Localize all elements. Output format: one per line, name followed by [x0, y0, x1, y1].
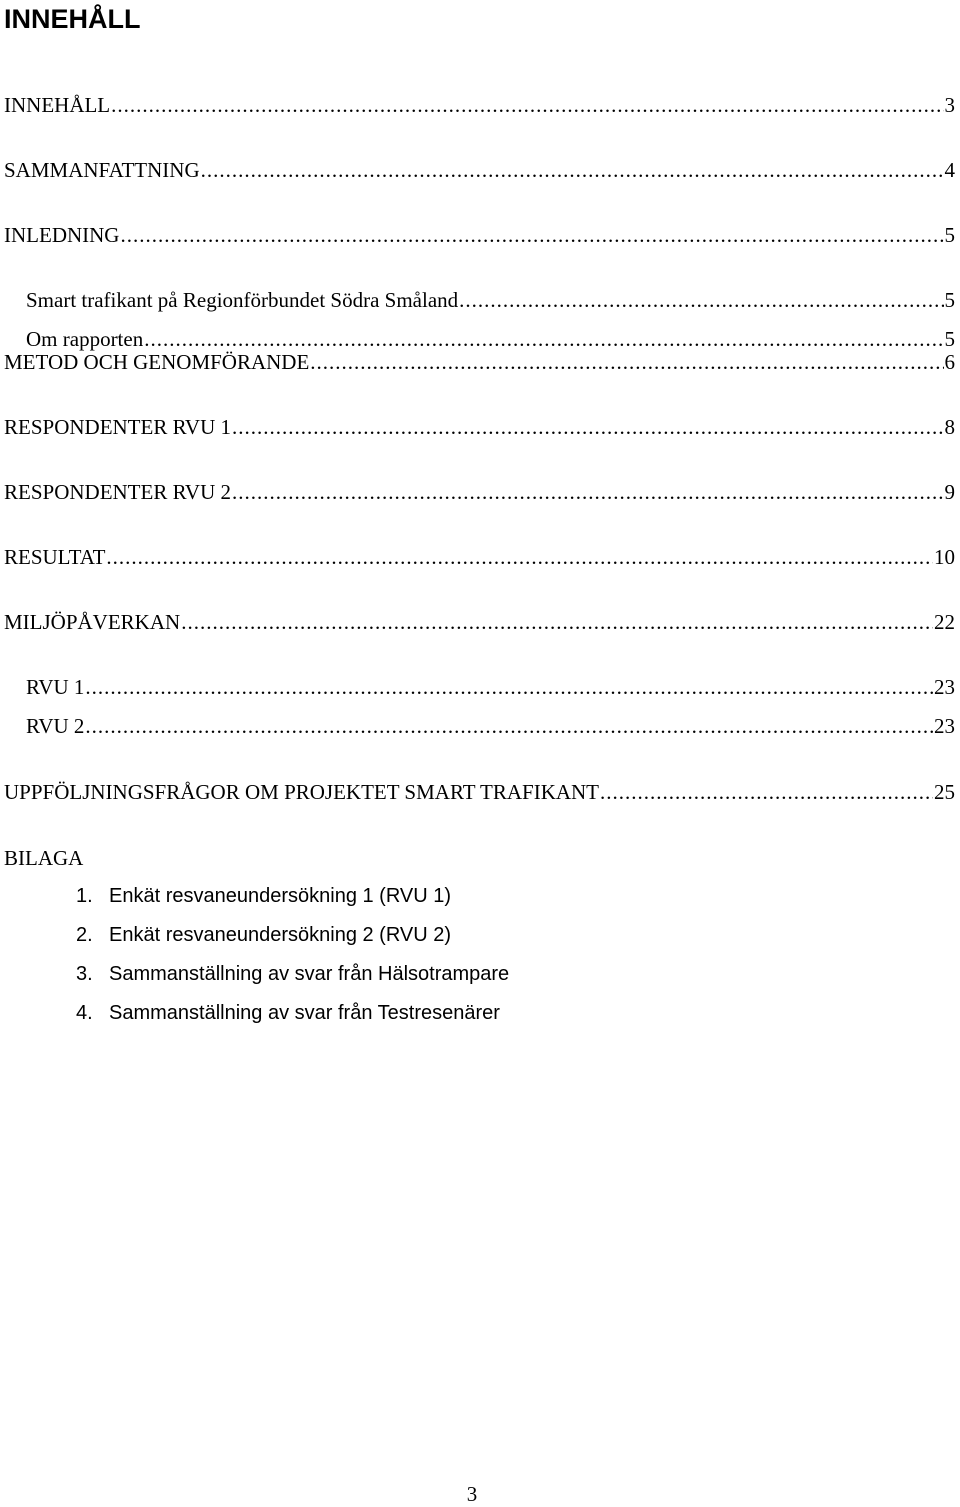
bilaga-item-number: 4. — [76, 1002, 93, 1024]
dot-leader — [120, 222, 943, 248]
toc-entry-sammanfattning[interactable] — [4, 157, 955, 183]
toc-entry-miljopaverkan[interactable] — [4, 609, 955, 635]
bilaga-item[interactable] — [76, 883, 451, 909]
toc-entry-title: METOD OCH GENOMFÖRANDE — [4, 350, 310, 374]
toc-entry-title: RVU 1 — [26, 675, 85, 699]
bilaga-item-text: Sammanställning av svar från Testresenärer — [109, 1002, 500, 1024]
toc-entry-page: 25 — [934, 780, 955, 804]
page-number: 3 — [466, 1482, 478, 1506]
toc-entry-page: 23 — [934, 675, 955, 699]
dot-leader — [600, 779, 933, 805]
toc-entry-title: INNEHÅLL — [4, 93, 111, 117]
toc-entry-title: RESULTAT — [4, 545, 106, 569]
bilaga-item[interactable] — [76, 961, 509, 987]
bilaga-item-text: Enkät resvaneundersökning 1 (RVU 1) — [109, 885, 452, 907]
toc-entry-innehall[interactable] — [4, 92, 955, 118]
toc-entry-title: INLEDNING — [4, 223, 120, 247]
toc-entry-page: 5 — [944, 288, 955, 312]
toc-entry-page: 3 — [944, 93, 955, 117]
toc-entry-page: 10 — [934, 545, 955, 569]
toc-entry-page: 6 — [944, 350, 955, 374]
toc-entry-title: RESPONDENTER RVU 2 — [4, 480, 232, 504]
toc-entry-title: Smart trafikant på Regionförbundet Södra Småland — [26, 288, 459, 312]
toc-entry-title: Om rapporten — [26, 327, 144, 351]
dot-leader — [232, 479, 943, 505]
dot-leader — [85, 713, 933, 739]
toc-entry-page: 9 — [944, 480, 955, 504]
bilaga-item[interactable] — [76, 1000, 500, 1026]
bilaga-heading: BILAGA — [4, 846, 84, 870]
toc-entry-title: RESPONDENTER RVU 1 — [4, 415, 232, 439]
toc-entry-rvu1[interactable] — [26, 674, 955, 700]
dot-leader — [232, 414, 943, 440]
toc-entry-page: 23 — [934, 714, 955, 738]
toc-entry-resultat[interactable] — [4, 544, 955, 570]
toc-entry-rvu2[interactable] — [26, 713, 955, 739]
toc-entry-title: SAMMANFATTNING — [4, 158, 200, 182]
bilaga-item-number: 2. — [76, 924, 93, 946]
bilaga-item-text: Sammanställning av svar från Hälsotrampare — [109, 963, 510, 985]
toc-entry-uppfoljningsfragor[interactable] — [4, 779, 955, 805]
toc-entry-respondenter-rvu2[interactable] — [4, 479, 955, 505]
page-heading: INNEHÅLL — [4, 4, 141, 34]
dot-leader — [85, 674, 933, 700]
bilaga-item[interactable] — [76, 922, 451, 948]
bilaga-item-number: 3. — [76, 963, 93, 985]
toc-entry-respondenter-rvu1[interactable] — [4, 414, 955, 440]
toc-entry-title: RVU 2 — [26, 714, 85, 738]
dot-leader — [459, 287, 943, 313]
dot-leader — [201, 157, 944, 183]
toc-entry-metod[interactable] — [4, 349, 955, 375]
toc-entry-page: 4 — [944, 158, 955, 182]
toc-entry-smart-trafikant[interactable] — [26, 287, 955, 313]
toc-entry-page: 5 — [944, 223, 955, 247]
dot-leader — [111, 92, 943, 118]
bilaga-item-number: 1. — [76, 885, 93, 907]
dot-leader — [310, 349, 943, 375]
dot-leader — [181, 609, 933, 635]
toc-entry-page: 8 — [944, 415, 955, 439]
toc-entry-page: 22 — [934, 610, 955, 634]
toc-entry-page: 5 — [944, 327, 955, 351]
toc-entry-title: MILJÖPÅVERKAN — [4, 610, 181, 634]
dot-leader — [106, 544, 933, 570]
bilaga-item-text: Enkät resvaneundersökning 2 (RVU 2) — [109, 924, 452, 946]
toc-entry-inledning[interactable] — [4, 222, 955, 248]
toc-entry-title: UPPFÖLJNINGSFRÅGOR OM PROJEKTET SMART TRAFIKANT — [4, 780, 600, 804]
